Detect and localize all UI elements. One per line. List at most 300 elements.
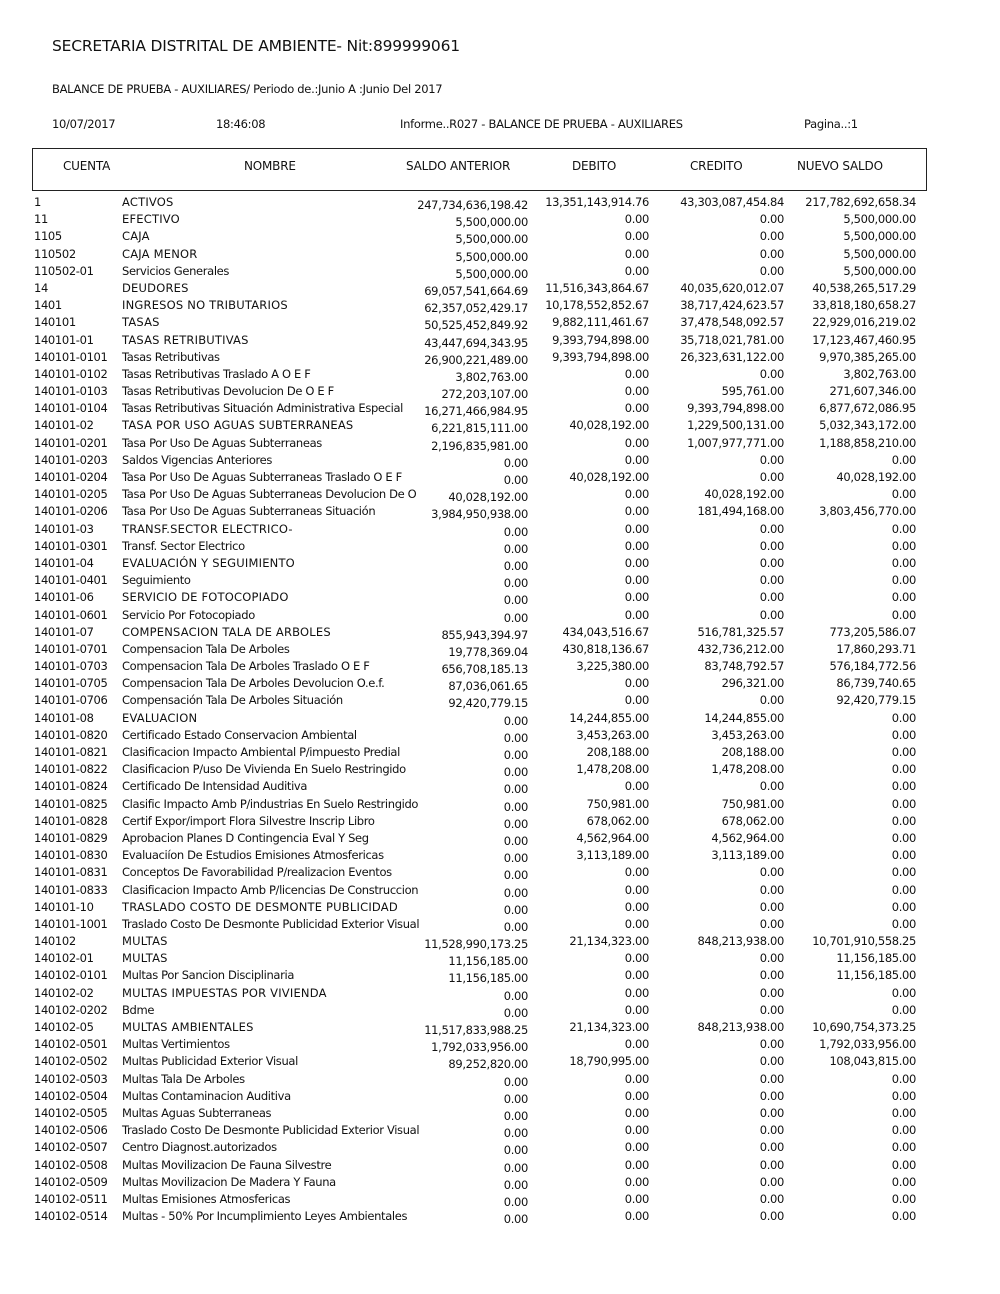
account-code: 140102-05 — [34, 1020, 94, 1034]
credito-value: 43,303,087,454.84 — [680, 195, 784, 209]
saldo-anterior-value: 0.00 — [503, 541, 528, 556]
report-date: 10/07/2017 — [52, 117, 116, 131]
account-code: 140101-0301 — [34, 538, 108, 553]
credito-value: 0.00 — [759, 1157, 784, 1172]
debito-value: 0.00 — [624, 384, 649, 399]
debito-value: 0.00 — [624, 985, 649, 1000]
account-name: ACTIVOS — [122, 195, 174, 209]
saldo-anterior-value: 43,447,694,343.95 — [424, 335, 528, 350]
credito-value: 432,736,212.00 — [697, 641, 784, 656]
saldo-anterior-value: 11,517,833,988.25 — [424, 1023, 528, 1037]
account-name: Tasas Retributivas Devolucion De O E F — [122, 384, 334, 399]
table-row — [0, 522, 1000, 539]
table-row — [0, 195, 1000, 212]
account-code: 140101-0825 — [34, 796, 108, 811]
account-name: Multas Movilizacion De Madera Y Fauna — [122, 1174, 336, 1189]
nuevo-saldo-value: 5,032,343,172.00 — [819, 418, 916, 433]
debito-value: 430,818,136.67 — [562, 641, 649, 656]
account-code: 140101-0601 — [34, 607, 108, 622]
credito-value: 0.00 — [759, 573, 784, 588]
credito-value: 1,007,977,771.00 — [687, 435, 784, 450]
debito-value: 0.00 — [624, 693, 649, 708]
account-name: MULTAS — [122, 951, 168, 966]
credito-value: 83,748,792.57 — [704, 659, 784, 674]
debito-value: 14,244,855.00 — [569, 710, 649, 725]
account-code: 14 — [34, 280, 48, 295]
column-header-cuenta: CUENTA — [63, 159, 111, 173]
account-name: Multas Vertimientos — [122, 1037, 230, 1052]
account-name: Multas Tala De Arboles — [122, 1071, 245, 1086]
nuevo-saldo-value: 86,739,740.65 — [836, 676, 916, 691]
nuevo-saldo-value: 9,970,385,265.00 — [819, 349, 916, 364]
table-row — [0, 883, 1000, 900]
account-name: DEUDORES — [122, 280, 189, 295]
credito-value: 0.00 — [759, 1191, 784, 1206]
account-name: Transf. Sector Electrico — [122, 538, 245, 553]
column-header-credito: CREDITO — [690, 159, 743, 173]
table-row — [0, 865, 1000, 882]
nuevo-saldo-value: 773,205,586.07 — [829, 624, 916, 639]
debito-value: 21,134,323.00 — [569, 1020, 649, 1034]
report-subtitle: BALANCE DE PRUEBA - AUXILIARES/ Periodo de.:Junio A :Junio Del 2017 — [52, 82, 443, 96]
account-name: Multas Publicidad Exterior Visual — [122, 1054, 298, 1069]
nuevo-saldo-value: 217,782,692,658.34 — [805, 195, 916, 209]
account-code: 140102-0506 — [34, 1123, 108, 1138]
account-name: Saldos Vigencias Anteriores — [122, 452, 273, 467]
account-name: Multas Movilizacion De Fauna Silvestre — [122, 1157, 332, 1172]
table-row — [0, 281, 1000, 298]
nuevo-saldo-value: 3,802,763.00 — [843, 366, 916, 381]
account-name: Clasificacion Impacto Amb P/licencias De Construccion — [122, 882, 419, 897]
nuevo-saldo-value: 0.00 — [891, 1157, 916, 1172]
account-name: Tasa Por Uso De Aguas Subterraneas Situación — [122, 504, 376, 519]
debito-value: 0.00 — [624, 401, 649, 416]
nuevo-saldo-value: 10,701,910,558.25 — [812, 934, 916, 949]
nuevo-saldo-value: 0.00 — [891, 916, 916, 931]
table-row — [0, 1209, 1000, 1226]
table-row — [0, 401, 1000, 418]
credito-value: 678,062.00 — [721, 813, 784, 828]
table-row — [0, 418, 1000, 435]
report-time: 18:46:08 — [216, 117, 266, 131]
account-name: Clasificacion P/uso De Vivienda En Suelo Restringido — [122, 762, 406, 777]
debito-value: 0.00 — [624, 1191, 649, 1206]
saldo-anterior-value: 11,528,990,173.25 — [424, 937, 528, 952]
account-code: 140102-0514 — [34, 1209, 108, 1224]
account-name: TRASLADO COSTO DE DESMONTE PUBLICIDAD — [122, 899, 398, 914]
account-code: 140101-0830 — [34, 848, 108, 863]
credito-value: 0.00 — [759, 590, 784, 605]
credito-value: 516,781,325.57 — [697, 624, 784, 639]
debito-value: 21,134,323.00 — [569, 934, 649, 949]
saldo-anterior-value: 0.00 — [503, 713, 528, 728]
account-code: 11 — [34, 212, 48, 227]
credito-value: 37,478,548,092.57 — [680, 315, 784, 330]
table-row — [0, 848, 1000, 865]
saldo-anterior-value: 16,271,466,984.95 — [424, 404, 528, 419]
nuevo-saldo-value: 0.00 — [891, 555, 916, 570]
account-name: Multas Contaminacion Auditiva — [122, 1088, 291, 1103]
saldo-anterior-value: 656,708,185.13 — [441, 662, 528, 677]
table-row — [0, 779, 1000, 796]
saldo-anterior-value: 0.00 — [503, 593, 528, 608]
nuevo-saldo-value: 1,792,033,956.00 — [819, 1037, 916, 1052]
saldo-anterior-value: 0.00 — [503, 1091, 528, 1106]
account-code: 140102-01 — [34, 951, 94, 966]
nuevo-saldo-value: 5,500,000.00 — [843, 246, 916, 261]
nuevo-saldo-value: 576,184,772.56 — [829, 659, 916, 674]
account-name: Servicio Por Fotocopiado — [122, 607, 255, 622]
saldo-anterior-value: 87,036,061.65 — [448, 679, 528, 694]
account-code: 140101-02 — [34, 418, 94, 433]
nuevo-saldo-value: 22,929,016,219.02 — [812, 315, 916, 330]
debito-value: 9,393,794,898.00 — [552, 349, 649, 364]
saldo-anterior-value: 0.00 — [503, 610, 528, 625]
account-code: 140101-0101 — [34, 349, 108, 364]
account-code: 110502 — [34, 246, 76, 261]
nuevo-saldo-value: 0.00 — [891, 1071, 916, 1086]
nuevo-saldo-value: 17,860,293.71 — [836, 641, 916, 656]
credito-value: 0.00 — [759, 366, 784, 381]
nuevo-saldo-value: 33,818,180,658.27 — [812, 298, 916, 313]
saldo-anterior-value: 0.00 — [503, 1108, 528, 1123]
account-name: Tasas Retributivas — [122, 349, 220, 364]
table-row — [0, 951, 1000, 968]
table-row — [0, 1158, 1000, 1175]
nuevo-saldo-value: 0.00 — [891, 538, 916, 553]
debito-value: 0.00 — [624, 1088, 649, 1103]
table-row — [0, 298, 1000, 315]
saldo-anterior-value: 0.00 — [503, 1074, 528, 1089]
nuevo-saldo-value: 0.00 — [891, 779, 916, 794]
credito-value: 9,393,794,898.00 — [687, 401, 784, 416]
debito-value: 0.00 — [624, 916, 649, 931]
debito-value: 0.00 — [624, 504, 649, 519]
debito-value: 11,516,343,864.67 — [545, 280, 649, 295]
balance-table-body — [0, 195, 1000, 1226]
table-row — [0, 212, 1000, 229]
debito-value: 0.00 — [624, 229, 649, 244]
account-code: 140101-08 — [34, 710, 94, 725]
nuevo-saldo-value: 0.00 — [891, 452, 916, 467]
account-name: MULTAS IMPUESTAS POR VIVIENDA — [122, 985, 327, 1000]
nuevo-saldo-value: 0.00 — [891, 899, 916, 914]
credito-value: 0.00 — [759, 1140, 784, 1155]
credito-value: 0.00 — [759, 470, 784, 484]
table-row — [0, 333, 1000, 350]
credito-value: 848,213,938.00 — [697, 1020, 784, 1034]
saldo-anterior-value: 0.00 — [503, 1126, 528, 1141]
table-row — [0, 1020, 1000, 1037]
debito-value: 10,178,552,852.67 — [545, 298, 649, 313]
table-row — [0, 917, 1000, 934]
nuevo-saldo-value: 1,188,858,210.00 — [819, 435, 916, 450]
table-row — [0, 676, 1000, 693]
credito-value: 0.00 — [759, 1088, 784, 1103]
account-name: Tasas Retributivas Situación Administrativa Especial — [122, 401, 403, 416]
saldo-anterior-value: 0.00 — [503, 902, 528, 917]
account-code: 140101-0705 — [34, 676, 108, 691]
account-name: Aprobacion Planes D Contingencia Eval Y Seg — [122, 830, 369, 845]
debito-value: 40,028,192.00 — [569, 470, 649, 484]
account-name: Compensacion Tala De Arboles Traslado O E F — [122, 659, 370, 674]
credito-value: 208,188.00 — [721, 745, 784, 759]
account-code: 140101-0104 — [34, 401, 108, 416]
saldo-anterior-value: 0.00 — [503, 988, 528, 1003]
account-name: CAJA MENOR — [122, 246, 198, 261]
account-name: Centro Diagnost.autorizados — [122, 1140, 277, 1155]
account-code: 140101-01 — [34, 332, 94, 347]
credito-value: 0.00 — [759, 1209, 784, 1224]
saldo-anterior-value: 89,252,820.00 — [448, 1057, 528, 1072]
nuevo-saldo-value: 0.00 — [891, 573, 916, 588]
account-name: Tasa Por Uso De Aguas Subterraneas Devolucion De O — [122, 487, 417, 502]
account-code: 140101 — [34, 315, 76, 330]
saldo-anterior-value: 1,792,033,956.00 — [431, 1040, 528, 1055]
saldo-anterior-value: 0.00 — [503, 919, 528, 934]
saldo-anterior-value: 92,420,779.15 — [448, 696, 528, 711]
account-code: 140101-03 — [34, 521, 94, 536]
account-code: 140101-0833 — [34, 882, 108, 897]
column-header-nombre: NOMBRE — [244, 159, 296, 173]
account-code: 140101-0822 — [34, 762, 108, 777]
account-name: TASAS RETRIBUTIVAS — [122, 332, 249, 347]
credito-value: 0.00 — [759, 521, 784, 536]
account-name: EVALUACION — [122, 710, 198, 725]
table-row — [0, 1123, 1000, 1140]
table-row — [0, 608, 1000, 625]
account-code: 140101-0103 — [34, 384, 108, 399]
debito-value: 3,113,189.00 — [576, 848, 649, 863]
debito-value: 0.00 — [624, 779, 649, 794]
account-code: 1 — [34, 195, 41, 209]
credito-value: 3,113,189.00 — [711, 848, 784, 863]
debito-value: 0.00 — [624, 1123, 649, 1138]
account-name: Clasificacion Impacto Ambiental P/impuesto Predial — [122, 745, 400, 759]
saldo-anterior-value: 26,900,221,489.00 — [424, 352, 528, 367]
debito-value: 0.00 — [624, 573, 649, 588]
credito-value: 0.00 — [759, 607, 784, 622]
account-code: 140101-10 — [34, 899, 94, 914]
table-row — [0, 642, 1000, 659]
account-name: EVALUACIÓN Y SEGUIMIENTO — [122, 555, 295, 570]
table-row — [0, 229, 1000, 246]
account-code: 140101-0703 — [34, 659, 108, 674]
saldo-anterior-value: 5,500,000.00 — [455, 249, 528, 264]
nuevo-saldo-value: 0.00 — [891, 848, 916, 863]
nuevo-saldo-value: 0.00 — [891, 796, 916, 811]
credito-value: 0.00 — [759, 555, 784, 570]
table-row — [0, 659, 1000, 676]
account-name: EFECTIVO — [122, 212, 180, 227]
table-row — [0, 573, 1000, 590]
account-name: Seguimiento — [122, 573, 191, 588]
nuevo-saldo-value: 11,156,185.00 — [836, 968, 916, 983]
nuevo-saldo-value: 3,803,456,770.00 — [819, 504, 916, 519]
debito-value: 0.00 — [624, 1037, 649, 1052]
table-row — [0, 539, 1000, 556]
account-name: Compensación Tala De Arboles Situación — [122, 693, 343, 708]
credito-value: 595,761.00 — [721, 384, 784, 399]
nuevo-saldo-value: 0.00 — [891, 745, 916, 759]
report-name: Informe..R027 - BALANCE DE PRUEBA - AUXILIARES — [400, 117, 683, 131]
nuevo-saldo-value: 0.00 — [891, 487, 916, 502]
account-name: Traslado Costo De Desmonte Publicidad Exterior Visual — [122, 1123, 420, 1138]
table-row — [0, 590, 1000, 607]
account-name: TASAS — [122, 315, 160, 330]
credito-value: 0.00 — [759, 1174, 784, 1189]
credito-value: 750,981.00 — [721, 796, 784, 811]
credito-value: 0.00 — [759, 693, 784, 708]
account-code: 140101-0820 — [34, 727, 108, 742]
nuevo-saldo-value: 0.00 — [891, 813, 916, 828]
table-row — [0, 1192, 1000, 1209]
account-name: Tasas Retributivas Traslado A O E F — [122, 366, 311, 381]
debito-value: 0.00 — [624, 590, 649, 605]
account-code: 140101-0401 — [34, 573, 108, 588]
credito-value: 0.00 — [759, 1105, 784, 1120]
account-code: 1401 — [34, 298, 62, 313]
credito-value: 0.00 — [759, 1002, 784, 1017]
nuevo-saldo-value: 0.00 — [891, 865, 916, 880]
saldo-anterior-value: 0.00 — [503, 816, 528, 831]
nuevo-saldo-value: 5,500,000.00 — [843, 212, 916, 227]
account-name: Multas - 50% Por Incumplimiento Leyes Ambientales — [122, 1209, 408, 1224]
account-code: 140101-0203 — [34, 452, 108, 467]
saldo-anterior-value: 855,943,394.97 — [441, 627, 528, 642]
credito-value: 0.00 — [759, 1123, 784, 1138]
credito-value: 0.00 — [759, 865, 784, 880]
table-row — [0, 986, 1000, 1003]
account-name: CAJA — [122, 229, 150, 244]
debito-value: 0.00 — [624, 263, 649, 278]
account-name: MULTAS AMBIENTALES — [122, 1020, 254, 1034]
account-code: 140101-0102 — [34, 366, 108, 381]
page-number: Pagina..:1 — [804, 117, 858, 131]
account-name: Servicios Generales — [122, 263, 230, 278]
account-code: 140102-0202 — [34, 1002, 108, 1017]
debito-value: 0.00 — [624, 452, 649, 467]
nuevo-saldo-value: 17,123,467,460.95 — [812, 332, 916, 347]
debito-value: 678,062.00 — [586, 813, 649, 828]
account-code: 140101-0824 — [34, 779, 108, 794]
account-name: Multas Por Sancion Disciplinaria — [122, 968, 295, 983]
table-row — [0, 1003, 1000, 1020]
debito-value: 0.00 — [624, 521, 649, 536]
nuevo-saldo-value: 40,538,265,517.29 — [812, 280, 916, 295]
account-name: Tasa Por Uso De Aguas Subterraneas Traslado O E F — [122, 470, 402, 484]
saldo-anterior-value: 0.00 — [503, 748, 528, 762]
debito-value: 0.00 — [624, 676, 649, 691]
debito-value: 0.00 — [624, 555, 649, 570]
table-row — [0, 797, 1000, 814]
saldo-anterior-value: 0.00 — [503, 558, 528, 573]
saldo-anterior-value: 0.00 — [503, 455, 528, 470]
account-code: 110502-01 — [34, 263, 94, 278]
account-code: 140101-0829 — [34, 830, 108, 845]
credito-value: 0.00 — [759, 263, 784, 278]
debito-value: 13,351,143,914.76 — [545, 195, 649, 209]
saldo-anterior-value: 6,221,815,111.00 — [431, 421, 528, 436]
table-row — [0, 264, 1000, 281]
account-name: Evaluaciíon De Estudios Emisiones Atmosfericas — [122, 848, 384, 863]
nuevo-saldo-value: 0.00 — [891, 882, 916, 897]
credito-value: 0.00 — [759, 779, 784, 794]
account-code: 140102-0509 — [34, 1174, 108, 1189]
credito-value: 40,028,192.00 — [704, 487, 784, 502]
account-code: 140102-0507 — [34, 1140, 108, 1155]
table-row — [0, 453, 1000, 470]
column-header-nuevo-saldo: NUEVO SALDO — [797, 159, 883, 173]
nuevo-saldo-value: 0.00 — [891, 1174, 916, 1189]
saldo-anterior-value: 3,984,950,938.00 — [431, 507, 528, 522]
saldo-anterior-value: 0.00 — [503, 1143, 528, 1158]
table-row — [0, 367, 1000, 384]
table-row — [0, 814, 1000, 831]
account-code: 140102-0502 — [34, 1054, 108, 1069]
column-header-debito: DEBITO — [572, 159, 617, 173]
account-code: 140102 — [34, 934, 76, 949]
saldo-anterior-value: 40,028,192.00 — [448, 490, 528, 505]
nuevo-saldo-value: 0.00 — [891, 590, 916, 605]
nuevo-saldo-value: 0.00 — [891, 985, 916, 1000]
nuevo-saldo-value: 0.00 — [891, 607, 916, 622]
nuevo-saldo-value: 5,500,000.00 — [843, 229, 916, 244]
table-row — [0, 1106, 1000, 1123]
saldo-anterior-value: 50,525,452,849.92 — [424, 318, 528, 333]
credito-value: 1,478,208.00 — [711, 762, 784, 777]
account-name: Clasific Impacto Amb P/industrias En Suelo Restringido — [122, 796, 419, 811]
table-row — [0, 1175, 1000, 1192]
credito-value: 35,718,021,781.00 — [680, 332, 784, 347]
account-name: MULTAS — [122, 934, 168, 949]
nuevo-saldo-value: 0.00 — [891, 1140, 916, 1155]
credito-value: 0.00 — [759, 882, 784, 897]
account-code: 140101-0831 — [34, 865, 108, 880]
debito-value: 0.00 — [624, 1105, 649, 1120]
table-row — [0, 247, 1000, 264]
account-code: 140102-0501 — [34, 1037, 108, 1052]
table-row — [0, 1140, 1000, 1157]
nuevo-saldo-value: 0.00 — [891, 830, 916, 845]
credito-value: 0.00 — [759, 951, 784, 966]
credito-value: 0.00 — [759, 1054, 784, 1069]
debito-value: 3,225,380.00 — [576, 659, 649, 674]
account-name: Conceptos De Favorabilidad P/realizacion Eventos — [122, 865, 392, 880]
account-code: 140101-06 — [34, 590, 94, 605]
saldo-anterior-value: 62,357,052,429.17 — [424, 301, 528, 316]
debito-value: 3,453,263.00 — [576, 727, 649, 742]
account-name: INGRESOS NO TRIBUTARIOS — [122, 298, 288, 313]
debito-value: 0.00 — [624, 538, 649, 553]
credito-value: 26,323,631,122.00 — [680, 349, 784, 364]
nuevo-saldo-value: 0.00 — [891, 1191, 916, 1206]
saldo-anterior-value: 0.00 — [503, 1005, 528, 1020]
saldo-anterior-value: 19,778,369.04 — [448, 644, 528, 659]
debito-value: 40,028,192.00 — [569, 418, 649, 433]
debito-value: 0.00 — [624, 212, 649, 227]
account-code: 140102-0504 — [34, 1088, 108, 1103]
saldo-anterior-value: 0.00 — [503, 885, 528, 900]
saldo-anterior-value: 0.00 — [503, 782, 528, 797]
account-code: 140102-02 — [34, 985, 94, 1000]
credito-value: 0.00 — [759, 229, 784, 244]
debito-value: 18,790,995.00 — [569, 1054, 649, 1069]
saldo-anterior-value: 2,196,835,981.00 — [431, 438, 528, 453]
debito-value: 1,478,208.00 — [576, 762, 649, 777]
credito-value: 14,244,855.00 — [704, 710, 784, 725]
debito-value: 0.00 — [624, 865, 649, 880]
